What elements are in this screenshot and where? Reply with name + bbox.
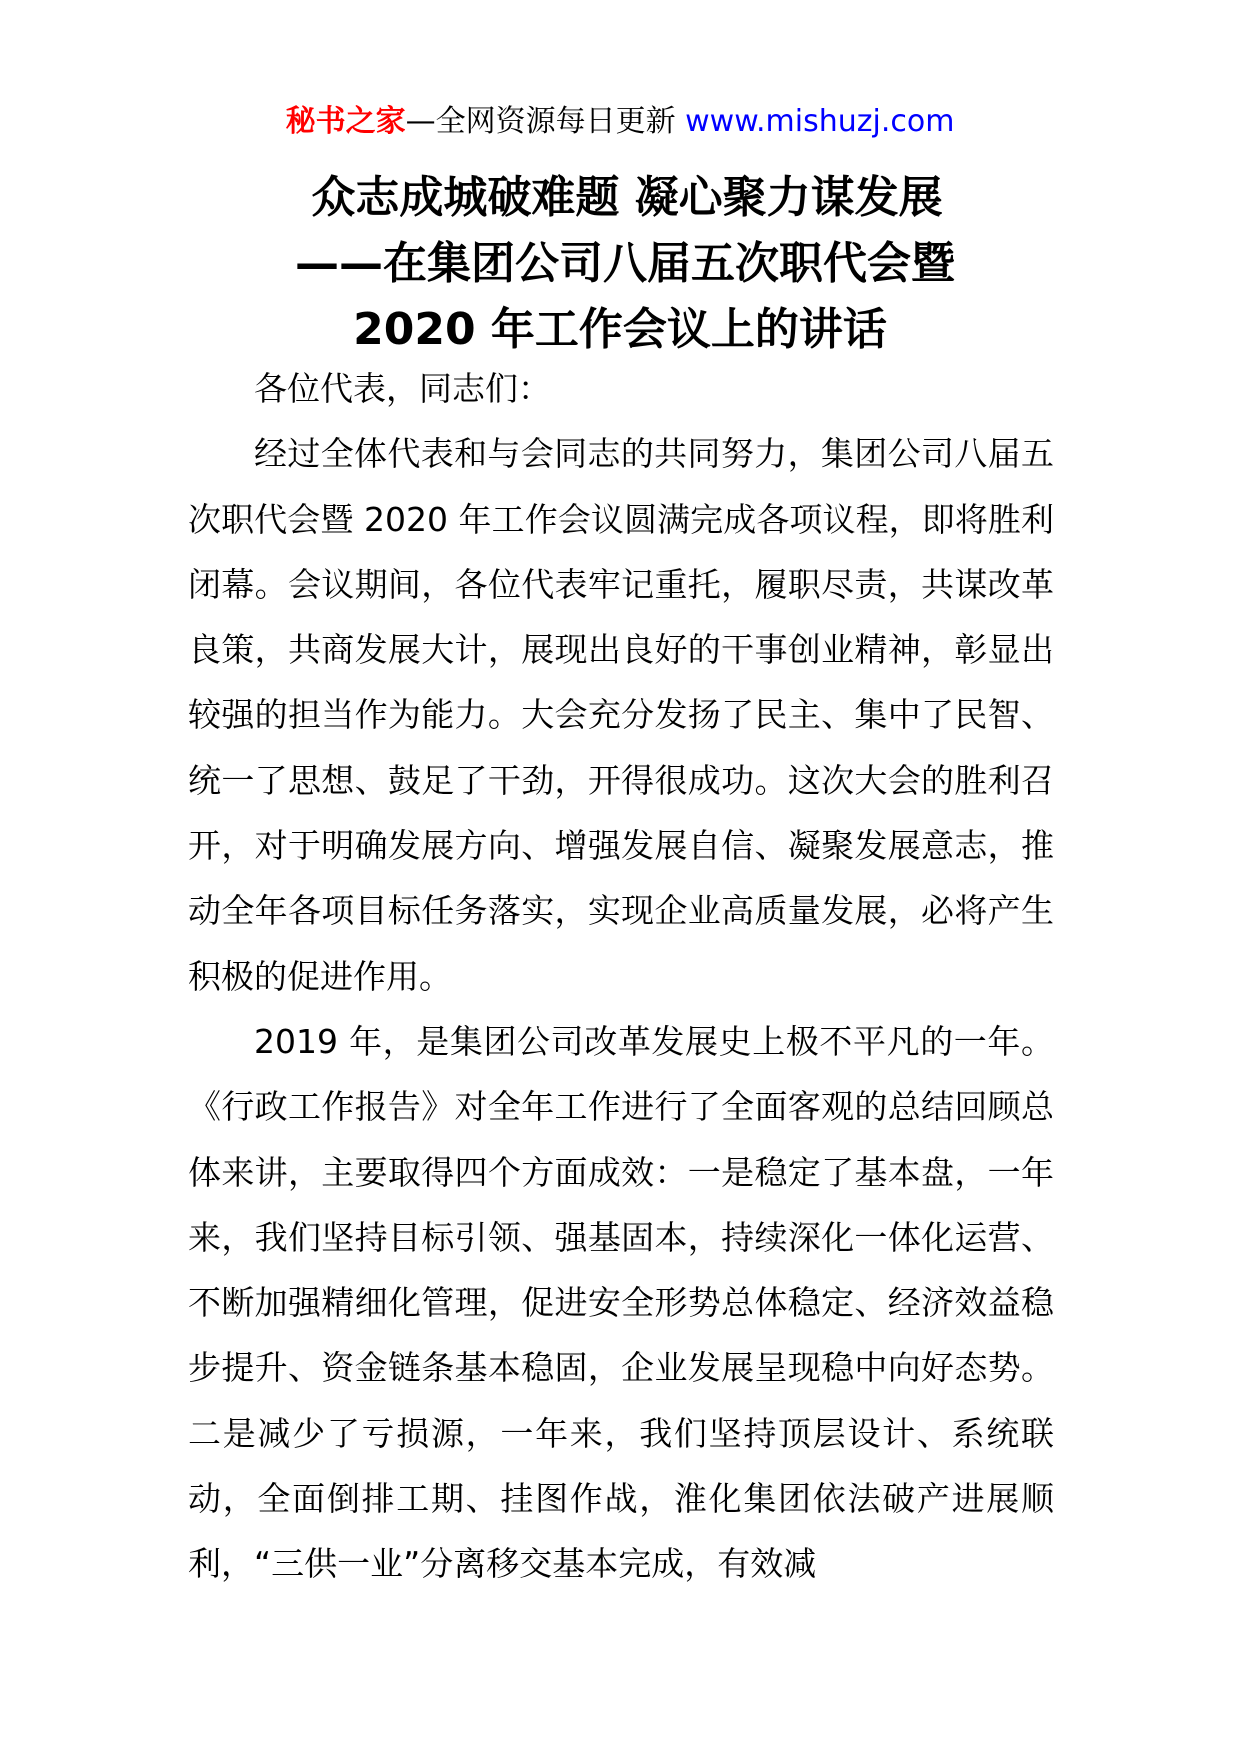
title-line-2: ——在集团公司八届五次职代会暨 (295, 238, 955, 289)
title-line-3: 2020 年工作会议上的讲话 (353, 304, 887, 355)
title-line-1: 众志成城破难题 凝心聚力谋发展 (311, 172, 943, 223)
document-body (188, 356, 1054, 1597)
body-paragraph: 经过全体代表和与会同志的共同努力，集团公司八届五次职代会暨 2020 年工作会议圆满完成各项议程，即将胜利闭幕。会议期间，各位代表牢记重托，履职尽责，共谋改革良策，共商发展大计，展现出良好的干事创业精神，彰显出较强的担当作为能力。大会充分发扬了民主、集中了民智、统一了思想、鼓足了干劲，开得很成功。这次大会的胜利召开，对于明确发展方向、增强发展自信、凝聚发展意志，推动全年各项目标任务落实，实现企业高质量发展，必将产生积极的促进作用。 (188, 434, 1054, 996)
document-title (0, 165, 1240, 363)
brand-name: 秘书之家 (285, 104, 406, 139)
site-banner (0, 102, 1240, 142)
salutation: 各位代表，同志们： (254, 369, 551, 408)
body-paragraph: 2019 年，是集团公司改革发展史上极不平凡的一年。《行政工作报告》对全年工作进行了全面客观的总结回顾总体来讲，主要取得四个方面成效：一是稳定了基本盘，一年来，我们坚持目标引领、强基固本，持续深化一体化运营、不断加强精细化管理，促进安全形势总体稳定、经济效益稳步提升、资金链条基本稳固，企业发展呈现稳中向好态势。二是减少了亏损源，一年来，我们坚持顶层设计、系统联动，全面倒排工期、挂图作战，淮化集团依法破产进展顺利，“三供一业”分离移交基本完成，有效减 (188, 1021, 1054, 1584)
site-url-link[interactable]: www.mishuzj.com (685, 104, 955, 139)
banner-tagline: —全网资源每日更新 (405, 104, 686, 139)
